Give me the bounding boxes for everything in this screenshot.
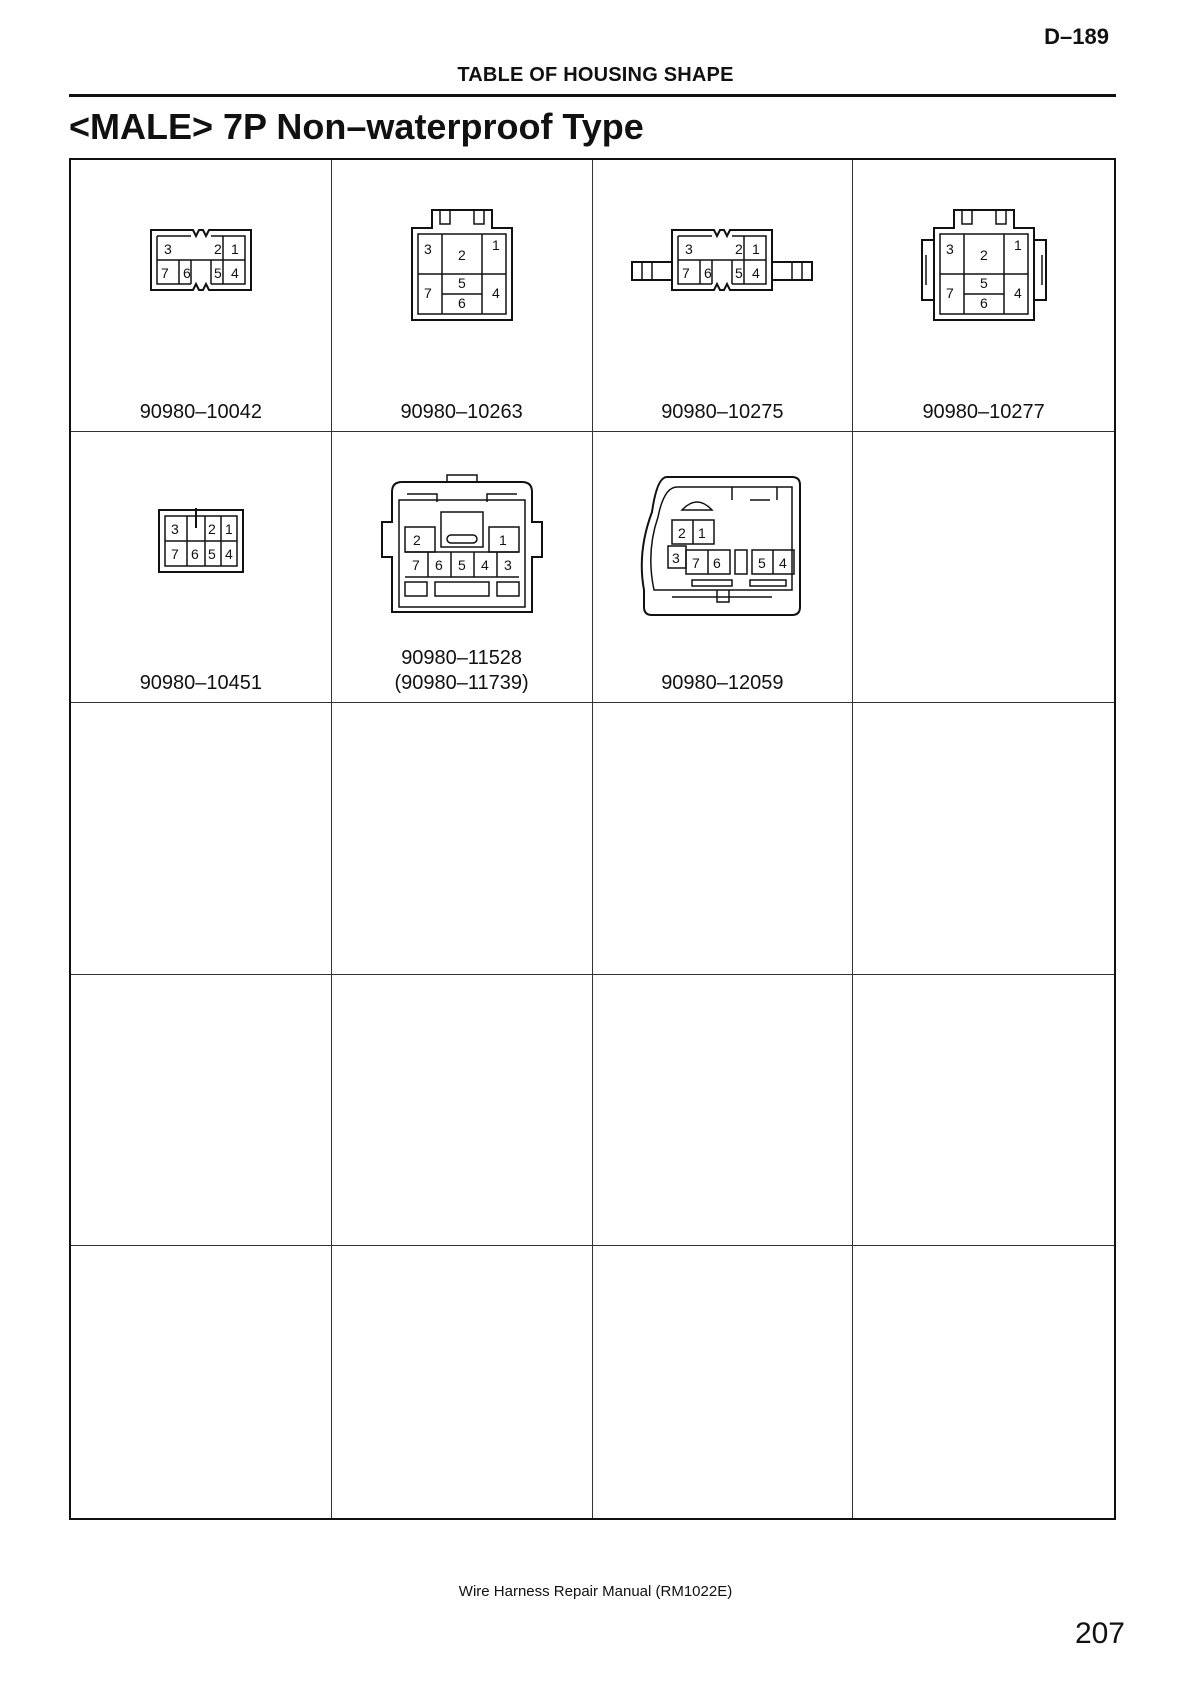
pin-label: 1 bbox=[491, 237, 500, 253]
part-number-label bbox=[593, 400, 853, 425]
pin-label: 2 bbox=[213, 241, 222, 257]
connector-12059-diagram bbox=[632, 472, 812, 622]
table-cell bbox=[593, 160, 854, 432]
table-cell bbox=[332, 432, 593, 704]
part-number: 90980–10275 bbox=[661, 400, 784, 423]
table-cell-empty bbox=[853, 703, 1114, 975]
table-cell-empty bbox=[332, 975, 593, 1247]
connector-10451-diagram bbox=[141, 472, 261, 592]
pin-label: 5 bbox=[213, 265, 222, 281]
pin-label: 2 bbox=[457, 247, 466, 263]
pin-label: 5 bbox=[758, 554, 767, 571]
table-cell-empty bbox=[853, 1246, 1114, 1518]
part-number-label bbox=[853, 400, 1114, 425]
pin-label: 1 bbox=[498, 531, 507, 548]
table-cell-empty bbox=[332, 703, 593, 975]
pin-label: 1 bbox=[698, 524, 707, 541]
pin-label: 5 bbox=[457, 556, 466, 573]
connector-11528-diagram bbox=[377, 472, 547, 622]
pin-label: 5 bbox=[457, 275, 466, 291]
pin-label: 7 bbox=[692, 554, 701, 571]
pin-label: 3 bbox=[423, 241, 432, 257]
part-number-label bbox=[71, 671, 331, 696]
pin-label: 3 bbox=[685, 241, 694, 257]
table-cell-empty bbox=[71, 1246, 332, 1518]
part-number-label bbox=[593, 671, 853, 696]
pin-label: 4 bbox=[1013, 285, 1022, 301]
pin-label: 2 bbox=[678, 524, 687, 541]
pin-label: 1 bbox=[752, 241, 761, 257]
table-cell-empty bbox=[853, 432, 1114, 704]
pin-label: 2 bbox=[207, 520, 216, 537]
page-number: 207 bbox=[1074, 1617, 1125, 1650]
table-cell bbox=[853, 160, 1114, 432]
table-cell bbox=[71, 432, 332, 704]
pin-label: 6 bbox=[457, 295, 466, 311]
pin-label: 3 bbox=[503, 556, 512, 573]
housing-shape-table bbox=[69, 158, 1116, 1520]
pin-label: 5 bbox=[979, 275, 988, 291]
connector-10042-diagram bbox=[141, 200, 261, 300]
pin-label: 7 bbox=[170, 545, 179, 562]
pin-label: 5 bbox=[207, 545, 216, 562]
part-number: 90980–10277 bbox=[922, 400, 1045, 423]
pin-label: 7 bbox=[160, 265, 169, 281]
table-cell-empty bbox=[71, 975, 332, 1247]
table-cell bbox=[593, 432, 854, 704]
table-cell-empty bbox=[332, 1246, 593, 1518]
pin-label: 7 bbox=[682, 265, 691, 281]
table-cell bbox=[332, 160, 593, 432]
pin-label: 3 bbox=[945, 241, 954, 257]
pin-label: 5 bbox=[735, 265, 744, 281]
pin-label: 4 bbox=[491, 285, 500, 301]
pin-label: 7 bbox=[423, 285, 432, 301]
table-cell-empty bbox=[71, 703, 332, 975]
pin-label: 1 bbox=[224, 520, 233, 537]
table-cell-empty bbox=[853, 975, 1114, 1247]
part-number-label bbox=[71, 400, 331, 425]
table-cell-empty bbox=[593, 1246, 854, 1518]
pin-label: 3 bbox=[672, 549, 681, 566]
pin-label: 4 bbox=[752, 265, 761, 281]
pin-label: 7 bbox=[411, 556, 420, 573]
part-number: 90980–10451 bbox=[139, 672, 263, 695]
part-number-alt: (90980–11739) bbox=[394, 672, 529, 695]
connector-10275-diagram bbox=[627, 200, 817, 300]
pin-label: 6 bbox=[713, 554, 722, 571]
connector-10277-diagram bbox=[914, 200, 1054, 320]
table-cell-empty bbox=[593, 975, 854, 1247]
pin-label: 1 bbox=[1013, 237, 1022, 253]
pin-label: 3 bbox=[170, 520, 179, 537]
pin-label: 6 bbox=[434, 556, 443, 573]
pin-label: 6 bbox=[190, 545, 199, 562]
part-number-label bbox=[332, 646, 592, 696]
pin-label: 2 bbox=[735, 241, 744, 257]
part-number: 90980–10042 bbox=[139, 400, 263, 423]
pin-label: 3 bbox=[163, 241, 172, 257]
page-id: D–189 bbox=[1044, 24, 1109, 49]
pin-label: 4 bbox=[480, 556, 489, 573]
pin-label: 4 bbox=[779, 554, 788, 571]
pin-label: 7 bbox=[945, 285, 954, 301]
page-title: <MALE> 7P Non–waterproof Type bbox=[69, 106, 644, 147]
pin-label: 1 bbox=[230, 241, 239, 257]
pin-label: 2 bbox=[979, 247, 988, 263]
part-number: 90980–10263 bbox=[400, 400, 523, 423]
header-rule bbox=[69, 94, 1116, 97]
pin-label: 4 bbox=[224, 545, 233, 562]
table-cell bbox=[71, 160, 332, 432]
pin-label: 6 bbox=[979, 295, 988, 311]
table-cell-empty bbox=[593, 703, 854, 975]
part-number-label bbox=[332, 400, 592, 425]
part-number: 90980–11528 bbox=[401, 647, 523, 670]
section-title: TABLE OF HOUSING SHAPE bbox=[457, 64, 734, 86]
pin-label: 6 bbox=[704, 265, 713, 281]
pin-label: 2 bbox=[412, 531, 421, 548]
connector-10263-diagram bbox=[402, 200, 522, 320]
footer-manual-title: Wire Harness Repair Manual (RM1022E) bbox=[458, 1583, 733, 1600]
pin-label: 6 bbox=[182, 265, 191, 281]
pin-label: 4 bbox=[230, 265, 239, 281]
part-number: 90980–12059 bbox=[661, 672, 784, 695]
